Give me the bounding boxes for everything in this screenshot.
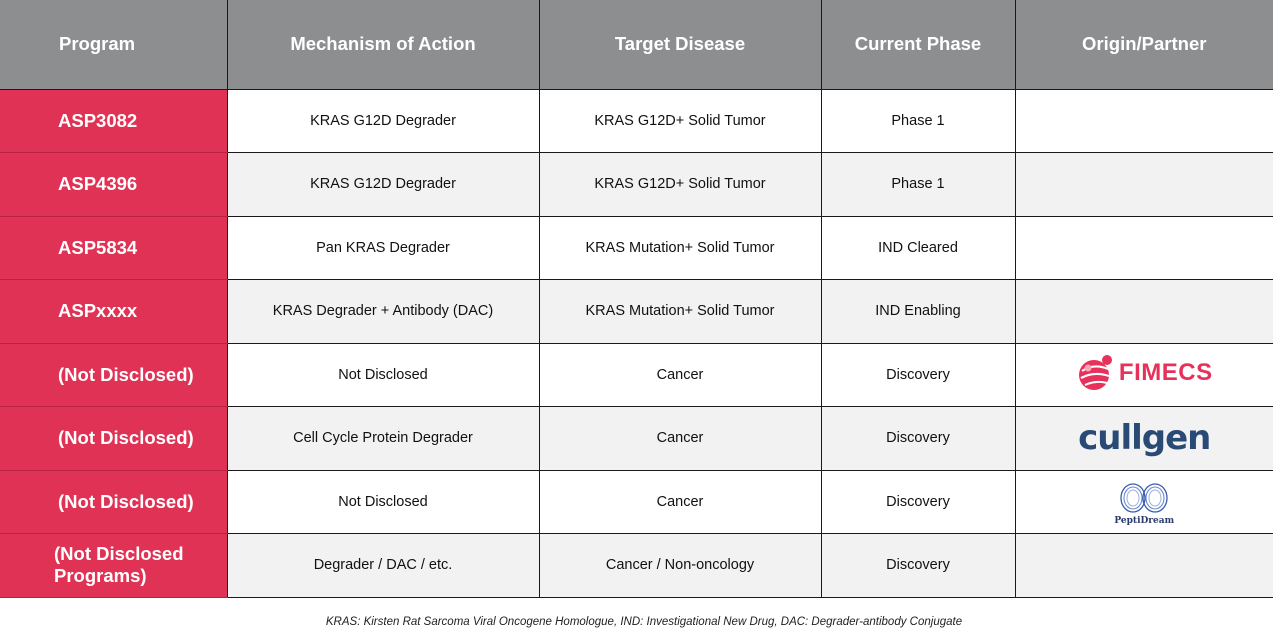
table-row	[0, 343, 1273, 407]
mechanism-cell: KRAS Degrader + Antibody (DAC)	[227, 280, 539, 344]
peptidream-wordmark: PeptiDream	[1114, 515, 1175, 526]
program-name: (Not Disclosed)	[0, 470, 227, 534]
phase-cell: Discovery	[821, 343, 1015, 407]
target-cell: Cancer	[539, 470, 821, 534]
program-name: (Not Disclosed)	[0, 343, 227, 407]
program-name: ASP3082	[0, 89, 227, 153]
target-cell: KRAS G12D+ Solid Tumor	[539, 89, 821, 153]
table-row	[0, 280, 1273, 344]
partner-cell	[1015, 280, 1273, 344]
partner-cell	[1015, 470, 1273, 534]
header-target-disease: Target Disease	[539, 0, 821, 89]
header-origin-partner: Origin/Partner	[1015, 0, 1273, 89]
table-row	[0, 216, 1273, 280]
table-header-row	[0, 0, 1273, 89]
phase-cell: Discovery	[821, 407, 1015, 471]
target-cell: KRAS G12D+ Solid Tumor	[539, 153, 821, 217]
table-row	[0, 407, 1273, 471]
partner-cell	[1015, 343, 1273, 407]
partner-cell	[1015, 407, 1273, 471]
target-cell: Cancer	[539, 407, 821, 471]
phase-cell: Phase 1	[821, 89, 1015, 153]
mechanism-cell: KRAS G12D Degrader	[227, 153, 539, 217]
target-cell: KRAS Mutation+ Solid Tumor	[539, 280, 821, 344]
header-program: Program	[0, 0, 227, 89]
table-row	[0, 89, 1273, 153]
phase-cell: Discovery	[821, 534, 1015, 598]
partner-cell	[1015, 153, 1273, 217]
partner-cell	[1015, 216, 1273, 280]
partner-cell	[1015, 89, 1273, 153]
table-row	[0, 470, 1273, 534]
phase-cell: Discovery	[821, 470, 1015, 534]
target-cell: Cancer / Non-oncology	[539, 534, 821, 598]
program-name: ASP4396	[0, 153, 227, 217]
cullgen-logo	[1078, 418, 1210, 458]
fimecs-sphere-icon	[1076, 353, 1116, 393]
mechanism-cell: Degrader / DAC / etc.	[227, 534, 539, 598]
phase-cell: IND Cleared	[821, 216, 1015, 280]
phase-cell: Phase 1	[821, 153, 1015, 217]
program-name: ASP5834	[0, 216, 227, 280]
footnote: KRAS: Kirsten Rat Sarcoma Viral Oncogene Homologue, IND: Investigational New Drug, DAC: Degrader-antibody Conjugate	[325, 616, 963, 628]
phase-cell: IND Enabling	[821, 280, 1015, 344]
target-cell: KRAS Mutation+ Solid Tumor	[539, 216, 821, 280]
peptidream-logo	[1114, 478, 1174, 526]
mechanism-cell: Pan KRAS Degrader	[227, 216, 539, 280]
target-cell: Cancer	[539, 343, 821, 407]
mechanism-cell: Not Disclosed	[227, 343, 539, 407]
peptidream-infinity-icon	[1115, 478, 1173, 518]
fimecs-logo	[1076, 353, 1213, 393]
mechanism-cell: Not Disclosed	[227, 470, 539, 534]
program-name: (Not Disclosed)	[0, 407, 227, 471]
mechanism-cell: Cell Cycle Protein Degrader	[227, 407, 539, 471]
mechanism-cell: KRAS G12D Degrader	[227, 89, 539, 153]
program-name: ASPxxxx	[0, 280, 227, 344]
fimecs-wordmark: FIMECS	[1118, 358, 1213, 386]
table-row	[0, 153, 1273, 217]
partner-cell	[1015, 534, 1273, 598]
header-current-phase: Current Phase	[821, 0, 1015, 89]
header-mechanism: Mechanism of Action	[227, 0, 539, 89]
table-row	[0, 534, 1273, 598]
cullgen-wordmark: cullgen	[1078, 418, 1211, 459]
program-name: (Not Disclosed Programs)	[0, 534, 227, 598]
